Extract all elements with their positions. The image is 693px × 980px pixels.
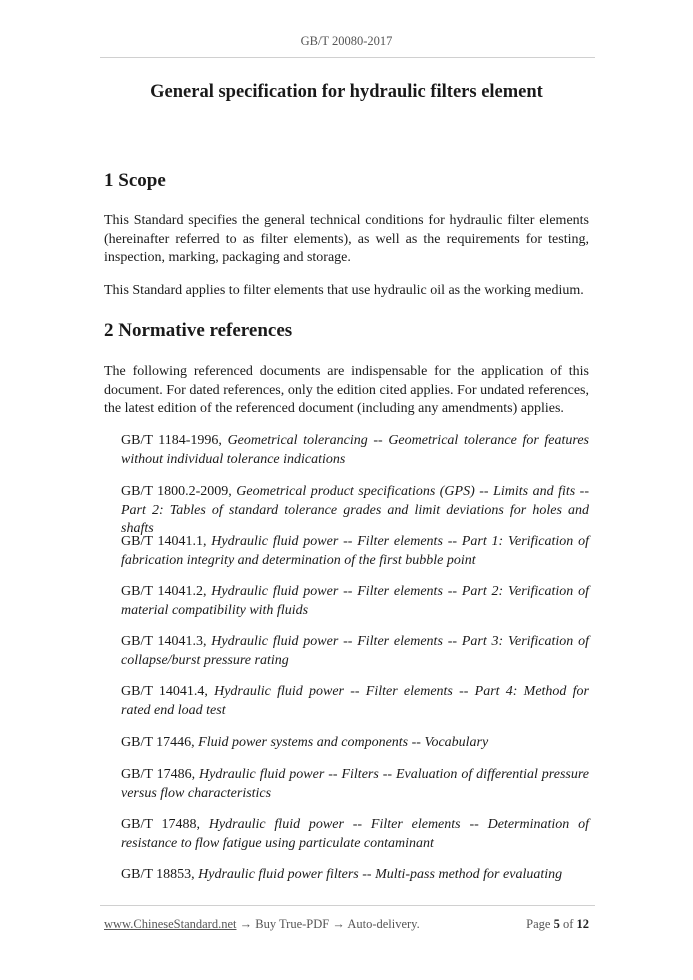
reference-item	[121, 432, 589, 469]
reference-title: Fluid power systems and components -- Vocabulary	[198, 735, 489, 750]
running-header: GB/T 20080-2017	[300, 34, 393, 48]
page-total: 12	[576, 917, 589, 931]
reference-code: GB/T 14041.3,	[121, 634, 212, 649]
reference-code: GB/T 14041.2,	[121, 584, 212, 599]
scope-paragraph-2: This Standard applies to filter elements that use hydraulic oil as the working medium.	[104, 283, 584, 298]
reference-title: Hydraulic fluid power -- Filter elements -- Part 4: Method for rated end load test	[121, 684, 590, 718]
page-label: Page	[526, 917, 551, 931]
reference-code: GB/T 14041.4,	[121, 684, 215, 699]
header-divider	[100, 57, 595, 58]
scope-paragraph-1: This Standard specifies the general technical conditions for hydraulic filter elements (hereinafter referred to as filter elements), as well as the requirements for testing, inspection, marking, packaging and storage.	[104, 213, 589, 265]
reference-code: GB/T 1800.2-2009,	[121, 484, 237, 499]
reference-code: GB/T 17446,	[121, 735, 199, 750]
reference-title: Hydraulic fluid power -- Filters -- Evaluation of differential pressure versus flow characteristics	[121, 767, 589, 801]
reference-item	[121, 766, 589, 803]
reference-item	[121, 583, 589, 620]
reference-code: GB/T 17488,	[121, 817, 209, 832]
reference-code: GB/T 1184-1996,	[121, 433, 228, 448]
document-title: General specification for hydraulic filters element	[150, 82, 543, 102]
footer-divider	[100, 905, 595, 906]
reference-title: Geometrical tolerancing -- Geometrical tolerance for features without individual tolerance indications	[121, 433, 590, 467]
reference-code: GB/T 14041.1,	[121, 534, 212, 549]
reference-item	[121, 633, 589, 670]
site-link[interactable]: www.ChineseStandard.net	[104, 917, 237, 931]
reference-title: Hydraulic fluid power filters -- Multi-pass method for evaluating	[198, 867, 563, 882]
section-heading-normative-references: 2 Normative references	[104, 320, 293, 341]
reference-item	[121, 816, 589, 853]
of-label: of	[562, 917, 574, 931]
reference-title: Hydraulic fluid power -- Filter elements -- Part 1: Verification of fabrication integrity and determination of the first bubble point	[121, 534, 589, 568]
auto-delivery-text: Auto-delivery.	[347, 917, 420, 931]
page-number: 5	[553, 917, 560, 931]
reference-item	[121, 683, 589, 720]
reference-title: Hydraulic fluid power -- Filter elements -- Part 2: Verification of material compatibility with fluids	[121, 584, 589, 618]
normative-intro-paragraph: The following referenced documents are indispensable for the application of this document. For dated references, only the edition cited applies. For undated references, the latest edition of the referenced document (including any amendments) applies.	[104, 364, 589, 416]
footer-promo	[104, 917, 420, 932]
arrow-right-icon: →	[239, 917, 253, 931]
reference-code: GB/T 17486,	[121, 767, 199, 782]
page-indicator	[526, 917, 589, 932]
section-heading-scope: 1 Scope	[104, 170, 166, 191]
reference-item	[121, 734, 589, 753]
reference-item	[121, 533, 589, 570]
reference-title: Geometrical product specifications (GPS) -- Limits and fits -- Part 2: Tables of standard tolerance grades and limit deviations for holes and shafts	[121, 484, 589, 536]
buy-true-pdf-link[interactable]: Buy True-PDF	[255, 917, 330, 931]
reference-title: Hydraulic fluid power -- Filter elements -- Determination of resistance to flow fatigue using particulate contaminant	[121, 817, 589, 851]
arrow-right-icon: →	[332, 917, 345, 931]
reference-item	[121, 866, 589, 885]
reference-code: GB/T 18853,	[121, 867, 199, 882]
reference-title: Hydraulic fluid power -- Filter elements -- Part 3: Verification of collapse/burst pressure rating	[121, 634, 589, 668]
reference-item	[121, 483, 589, 539]
